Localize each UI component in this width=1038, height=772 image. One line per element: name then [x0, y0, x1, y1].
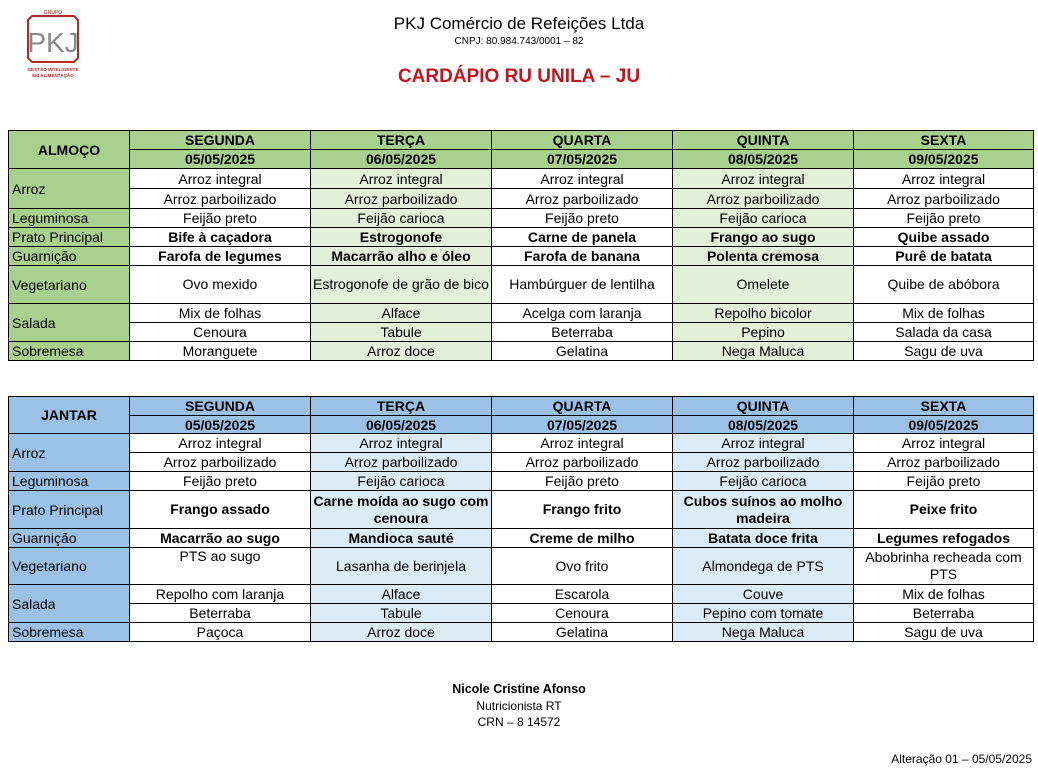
lunch-day-mon: SEGUNDA — [130, 131, 311, 150]
lunch-cell: Mix de folhas — [130, 304, 311, 323]
dinner-cell: Frango frito — [492, 491, 673, 529]
lunch-cell: Sagu de uva — [854, 342, 1034, 361]
lunch-cell: Feijão preto — [130, 209, 311, 228]
lunch-cell: Mix de folhas — [854, 304, 1034, 323]
lunch-cell: Ovo mexido — [130, 266, 311, 304]
dinner-arroz-row-1 — [9, 434, 1034, 453]
dinner-guarnicao-row — [9, 529, 1034, 548]
dinner-cell: Lasanha de berinjela — [311, 548, 492, 585]
dinner-day-tue: TERÇA — [311, 397, 492, 416]
lunch-salada-row-1 — [9, 304, 1034, 323]
lunch-menu-table — [8, 130, 1034, 361]
lunch-cell: Bife à caçadora — [130, 228, 311, 247]
logo-subtitle-1: GESTÃO INTELIGENTE — [27, 67, 79, 72]
dinner-cell: Batata doce frita — [673, 529, 854, 548]
logo-subtitle-2: EM ALIMENTAÇÃO — [32, 73, 74, 78]
lunch-cell: Arroz parboilizado — [854, 189, 1034, 209]
lunch-date-row — [9, 150, 1034, 169]
lunch-day-wed: QUARTA — [492, 131, 673, 150]
dinner-principal-label: Prato Principal — [9, 491, 130, 529]
lunch-cell: Quibe de abóbora — [854, 266, 1034, 304]
lunch-cell: Estrogonofe — [311, 228, 492, 247]
lunch-guarnicao-row — [9, 247, 1034, 266]
dinner-cell: Frango assado — [130, 491, 311, 529]
dinner-cell: Feijão preto — [854, 472, 1034, 491]
lunch-cell: Arroz integral — [673, 169, 854, 189]
dinner-day-header-row — [9, 397, 1034, 416]
lunch-salada-label: Salada — [9, 304, 130, 342]
dinner-cell: Peixe frito — [854, 491, 1034, 529]
dinner-cell: PTS ao sugo — [130, 548, 311, 585]
dinner-cell: Nega Maluca — [673, 623, 854, 642]
dinner-cell: Ovo frito — [492, 548, 673, 585]
dinner-day-fri: SEXTA — [854, 397, 1034, 416]
lunch-cell: Feijão preto — [854, 209, 1034, 228]
lunch-day-thu: QUINTA — [673, 131, 854, 150]
lunch-cell: Tabule — [311, 323, 492, 342]
dinner-cell: Arroz parboilizado — [130, 453, 311, 472]
lunch-cell: Alface — [311, 304, 492, 323]
lunch-cell: Gelatina — [492, 342, 673, 361]
nutritionist-role: Nutricionista RT — [476, 699, 562, 713]
dinner-cell: Arroz doce — [311, 623, 492, 642]
company-cnpj: CNPJ: 80.984.743/0001 – 82 — [454, 36, 584, 47]
lunch-day-tue: TERÇA — [311, 131, 492, 150]
dinner-cell: Paçoca — [130, 623, 311, 642]
lunch-cell: Arroz parboilizado — [311, 189, 492, 209]
lunch-meal-label: ALMOÇO — [9, 131, 130, 169]
dinner-cell: Mandioca sauté — [311, 529, 492, 548]
menu-title: CARDÁPIO RU UNILA – JU — [397, 66, 641, 87]
dinner-leguminosa-row — [9, 472, 1034, 491]
lunch-date-mon: 05/05/2025 — [130, 150, 311, 169]
lunch-cell: Acelga com laranja — [492, 304, 673, 323]
dinner-cell: Arroz parboilizado — [492, 453, 673, 472]
dinner-arroz-row-2 — [9, 453, 1034, 472]
lunch-cell: Frango ao sugo — [673, 228, 854, 247]
dinner-cell: Creme de milho — [492, 529, 673, 548]
lunch-cell: Arroz doce — [311, 342, 492, 361]
lunch-cell: Repolho bicolor — [673, 304, 854, 323]
dinner-cell: Beterraba — [130, 604, 311, 623]
lunch-cell: Salada da casa — [854, 323, 1034, 342]
dinner-cell: Arroz integral — [854, 434, 1034, 453]
lunch-cell: Feijão preto — [492, 209, 673, 228]
lunch-vegetariano-label: Vegetariano — [9, 266, 130, 304]
dinner-day-wed: QUARTA — [492, 397, 673, 416]
dinner-cell: Almondega de PTS — [673, 548, 854, 585]
dinner-cell: Pepino com tomate — [673, 604, 854, 623]
lunch-cell: Carne de panela — [492, 228, 673, 247]
lunch-arroz-row-2 — [9, 189, 1034, 209]
lunch-cell: Quibe assado — [854, 228, 1034, 247]
lunch-leguminosa-row — [9, 209, 1034, 228]
dinner-meal-label: JANTAR — [9, 397, 130, 434]
lunch-arroz-row-1 — [9, 169, 1034, 189]
lunch-sobremesa-label: Sobremesa — [9, 342, 130, 361]
lunch-cell: Arroz integral — [311, 169, 492, 189]
lunch-cell: Farofa de banana — [492, 247, 673, 266]
dinner-cell: Macarrão ao sugo — [130, 529, 311, 548]
dinner-cell: Legumes refogados — [854, 529, 1034, 548]
dinner-salada-row-2 — [9, 604, 1034, 623]
dinner-date-tue: 06/05/2025 — [311, 416, 492, 434]
dinner-day-mon: SEGUNDA — [130, 397, 311, 416]
dinner-cell: Arroz integral — [311, 434, 492, 453]
lunch-cell: Purê de batata — [854, 247, 1034, 266]
nutritionist-name: Nicole Cristine Afonso — [452, 682, 586, 696]
dinner-cell: Arroz parboilizado — [854, 453, 1034, 472]
revision-note: Alteração 01 – 05/05/2025 — [891, 752, 1032, 766]
lunch-principal-row — [9, 228, 1034, 247]
lunch-guarnicao-label: Guarnição — [9, 247, 130, 266]
lunch-salada-row-2 — [9, 323, 1034, 342]
lunch-cell: Arroz parboilizado — [673, 189, 854, 209]
lunch-sobremesa-row — [9, 342, 1034, 361]
dinner-guarnicao-label: Guarnição — [9, 529, 130, 548]
dinner-date-fri: 09/05/2025 — [854, 416, 1034, 434]
lunch-cell: Arroz integral — [130, 169, 311, 189]
lunch-day-header-row — [9, 131, 1034, 150]
dinner-cell: Feijão carioca — [311, 472, 492, 491]
dinner-vegetariano-row — [9, 548, 1034, 585]
dinner-cell: Couve — [673, 585, 854, 604]
nutritionist-crn: CRN – 8 14572 — [477, 715, 561, 729]
dinner-principal-row — [9, 491, 1034, 529]
dinner-date-row — [9, 416, 1034, 434]
lunch-cell: Arroz parboilizado — [130, 189, 311, 209]
lunch-date-fri: 09/05/2025 — [854, 150, 1034, 169]
lunch-day-fri: SEXTA — [854, 131, 1034, 150]
lunch-date-wed: 07/05/2025 — [492, 150, 673, 169]
dinner-cell: Feijão preto — [130, 472, 311, 491]
logo-top-text: GRUPO — [43, 10, 63, 16]
lunch-cell: Estrogonofe de grão de bico — [311, 266, 492, 304]
lunch-vegetariano-row — [9, 266, 1034, 304]
lunch-cell: Arroz parboilizado — [492, 189, 673, 209]
lunch-cell: Omelete — [673, 266, 854, 304]
dinner-sobremesa-label: Sobremesa — [9, 623, 130, 642]
dinner-cell: Beterraba — [854, 604, 1034, 623]
dinner-cell: Feijão carioca — [673, 472, 854, 491]
dinner-cell: Arroz integral — [673, 434, 854, 453]
dinner-arroz-label: Arroz — [9, 434, 130, 472]
lunch-cell: Pepino — [673, 323, 854, 342]
dinner-cell: Cubos suínos ao molho madeira — [673, 491, 854, 529]
lunch-cell: Feijão carioca — [673, 209, 854, 228]
dinner-cell: Escarola — [492, 585, 673, 604]
dinner-sobremesa-row — [9, 623, 1034, 642]
dinner-cell: Gelatina — [492, 623, 673, 642]
dinner-cell: Arroz parboilizado — [311, 453, 492, 472]
lunch-cell: Arroz integral — [854, 169, 1034, 189]
dinner-cell: Abobrinha recheada com PTS — [854, 548, 1034, 585]
lunch-principal-label: Prato Principal — [9, 228, 130, 247]
dinner-leguminosa-label: Leguminosa — [9, 472, 130, 491]
dinner-salada-label: Salada — [9, 585, 130, 623]
lunch-cell: Beterraba — [492, 323, 673, 342]
lunch-date-thu: 08/05/2025 — [673, 150, 854, 169]
lunch-cell: Nega Maluca — [673, 342, 854, 361]
lunch-cell: Feijão carioca — [311, 209, 492, 228]
logo-main-text: PKJ — [27, 27, 79, 58]
dinner-cell: Arroz parboilizado — [673, 453, 854, 472]
dinner-vegetariano-label: Vegetariano — [9, 548, 130, 585]
lunch-cell: Cenoura — [130, 323, 311, 342]
lunch-cell: Macarrão alho e óleo — [311, 247, 492, 266]
dinner-cell: Tabule — [311, 604, 492, 623]
dinner-cell: Carne moída ao sugo com cenoura — [311, 491, 492, 529]
lunch-date-tue: 06/05/2025 — [311, 150, 492, 169]
dinner-salada-row-1 — [9, 585, 1034, 604]
lunch-cell: Moranguete — [130, 342, 311, 361]
dinner-cell: Feijão preto — [492, 472, 673, 491]
dinner-cell: Sagu de uva — [854, 623, 1034, 642]
dinner-date-mon: 05/05/2025 — [130, 416, 311, 434]
dinner-cell: Cenoura — [492, 604, 673, 623]
lunch-arroz-label: Arroz — [9, 169, 130, 209]
dinner-cell: Mix de folhas — [854, 585, 1034, 604]
lunch-cell: Hambúrguer de lentilha — [492, 266, 673, 304]
company-name: PKJ Comércio de Refeições Ltda — [393, 14, 645, 33]
dinner-date-wed: 07/05/2025 — [492, 416, 673, 434]
dinner-cell: Repolho com laranja — [130, 585, 311, 604]
dinner-day-thu: QUINTA — [673, 397, 854, 416]
lunch-cell: Polenta cremosa — [673, 247, 854, 266]
dinner-menu-table — [8, 396, 1034, 642]
dinner-date-thu: 08/05/2025 — [673, 416, 854, 434]
dinner-cell: Alface — [311, 585, 492, 604]
dinner-cell: Arroz integral — [492, 434, 673, 453]
dinner-cell: Arroz integral — [130, 434, 311, 453]
lunch-cell: Arroz integral — [492, 169, 673, 189]
lunch-cell: Farofa de legumes — [130, 247, 311, 266]
lunch-leguminosa-label: Leguminosa — [9, 209, 130, 228]
